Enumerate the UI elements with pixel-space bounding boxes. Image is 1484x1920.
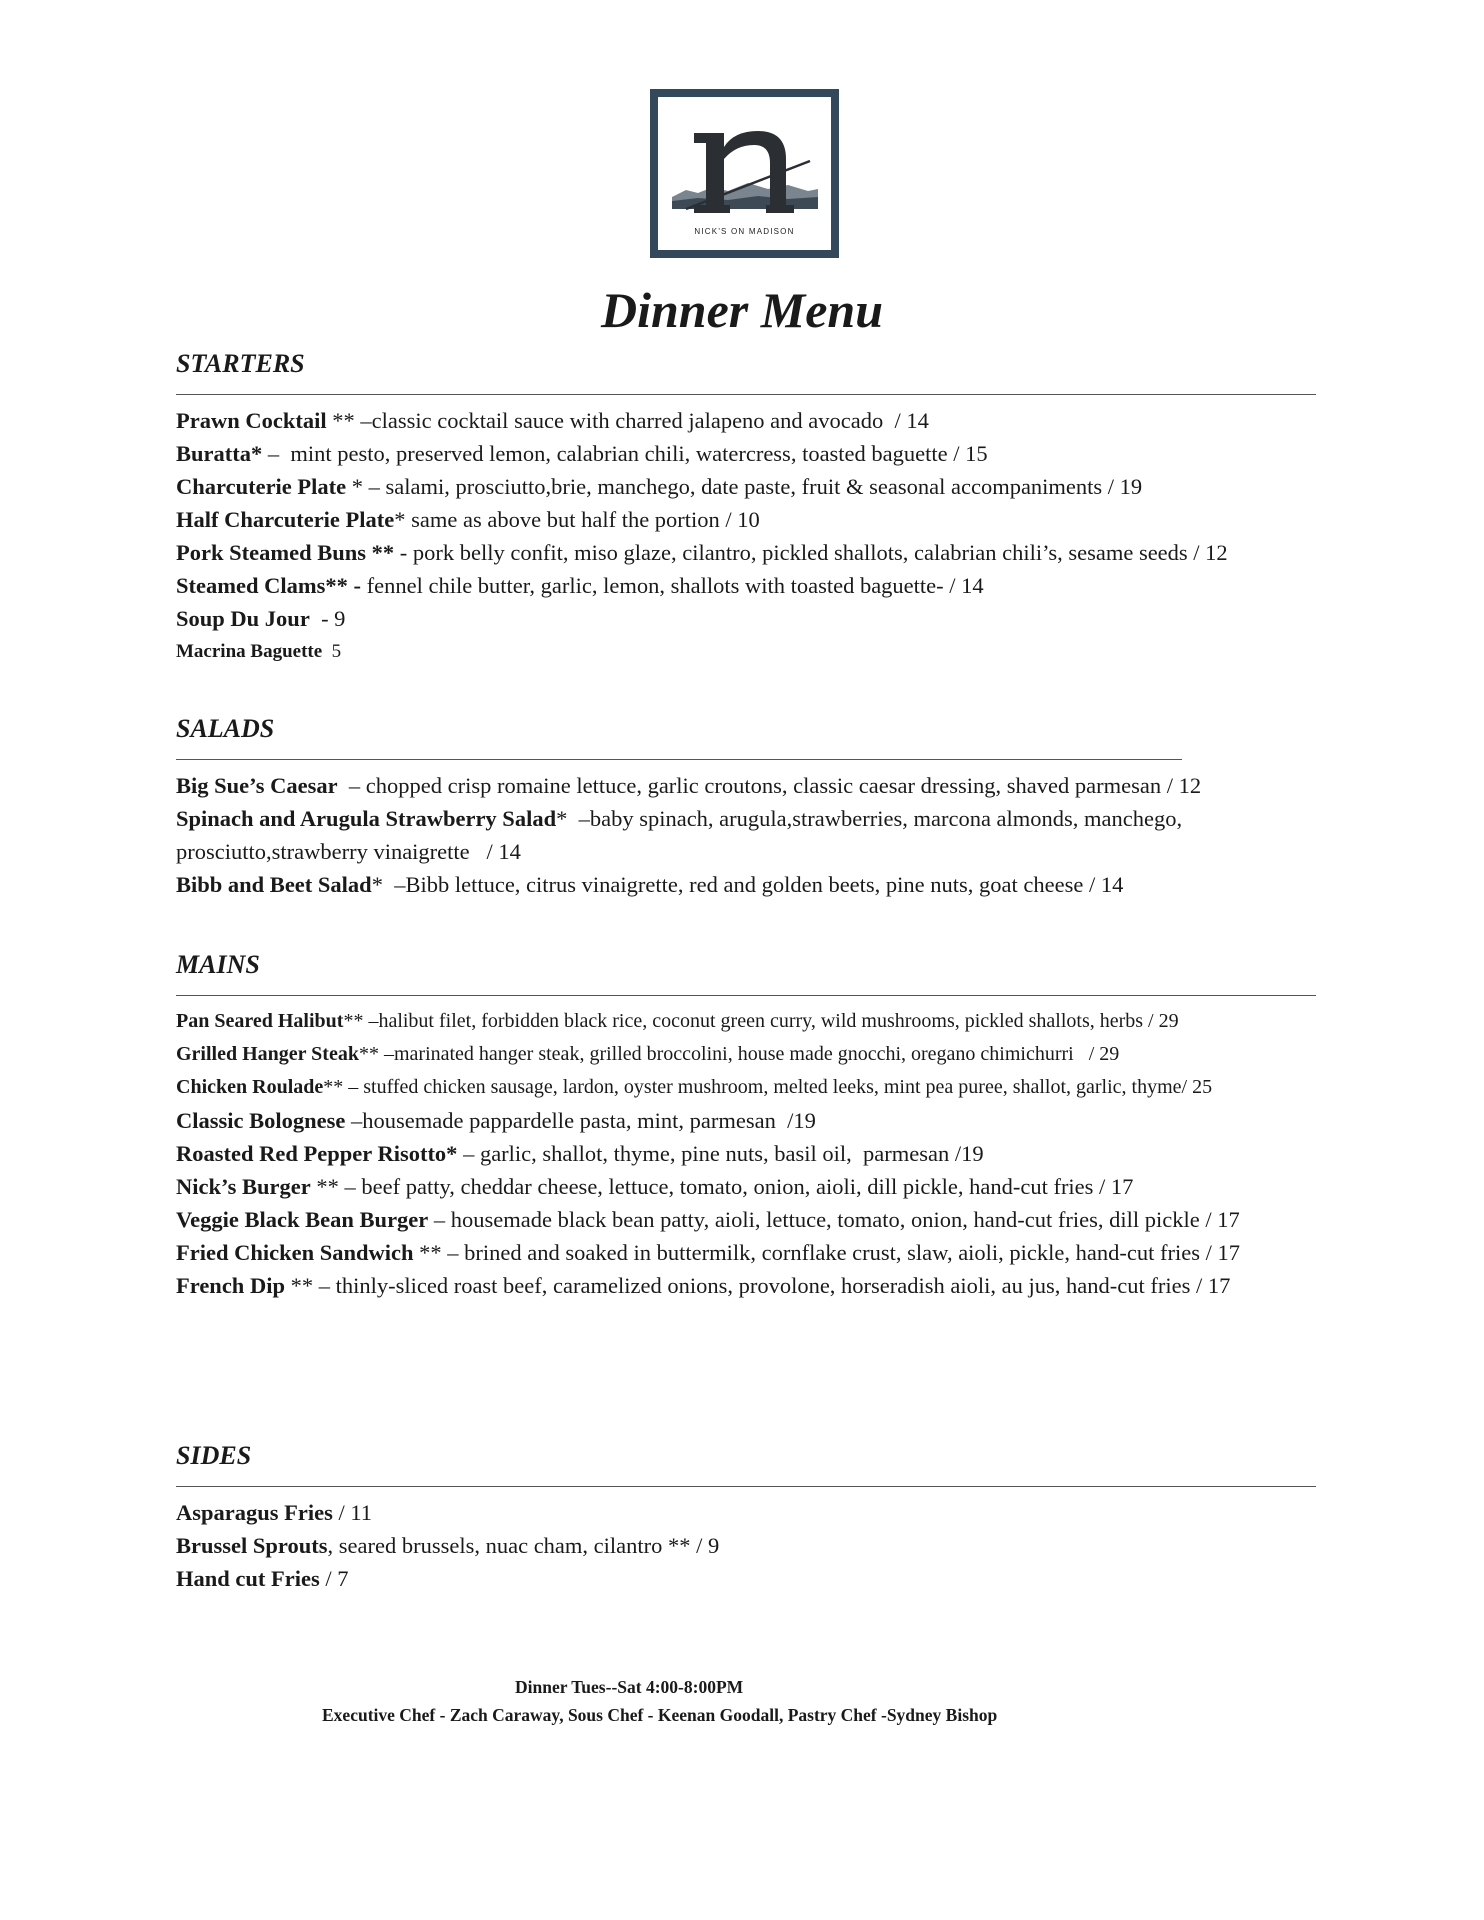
item-description: ** – stuffed chicken sausage, lardon, oyster mushroom, melted leeks, mint pea puree, shallot, garlic, thyme/ 25	[323, 1076, 1213, 1098]
item-description: – garlic, shallot, thyme, pine nuts, basil oil, parmesan /19	[457, 1141, 984, 1166]
item-name: Big Sue’s Caesar	[176, 773, 338, 798]
menu-item	[176, 1203, 1316, 1236]
starters-list	[176, 404, 1316, 668]
item-description: – chopped crisp romaine lettuce, garlic croutons, classic caesar dressing, shaved parmesan / 12	[337, 773, 1202, 798]
menu-item	[176, 1529, 1316, 1562]
item-name: Buratta*	[176, 441, 263, 466]
item-description: ** – brined and soaked in buttermilk, cornflake crust, slaw, aioli, pickle, hand-cut fries / 17	[413, 1240, 1240, 1265]
item-description: * same as above but half the portion / 10	[394, 507, 760, 532]
item-name: Bibb and Beet Salad	[176, 872, 372, 897]
menu-item	[176, 1170, 1316, 1203]
menu-item	[176, 503, 1316, 536]
item-name: Prawn Cocktail	[176, 408, 327, 433]
item-description: fennel chile butter, garlic, lemon, shallots with toasted baguette- / 14	[360, 573, 984, 598]
menu-item	[176, 1137, 1316, 1170]
sides-list	[176, 1496, 1316, 1595]
item-description: – housemade black bean patty, aioli, lettuce, tomato, onion, hand-cut fries, dill pickle / 17	[428, 1207, 1240, 1232]
section-divider	[176, 995, 1316, 996]
section-title: MAINS	[176, 950, 260, 979]
item-description: – mint pesto, preserved lemon, calabrian chili, watercress, toasted baguette / 15	[262, 441, 988, 466]
logo-frame	[656, 95, 833, 252]
section-divider	[176, 394, 1316, 395]
item-description: * –baby spinach, arugula,strawberries, marcona almonds, manchego, prosciutto,strawberry vinaigrette / 14	[176, 806, 1188, 864]
item-name: Spinach and Arugula Strawberry Salad	[176, 806, 557, 831]
menu-item	[176, 868, 1316, 901]
menu-item	[176, 635, 1316, 668]
menu-item	[176, 769, 1316, 802]
item-description: ** –marinated hanger steak, grilled broccolini, house made gnocchi, oregano chimichurri / 29	[358, 1043, 1120, 1065]
item-name: Charcuterie Plate	[176, 474, 347, 499]
item-name: Brussel Sprouts	[176, 1533, 328, 1558]
page-title: Dinner Menu	[600, 282, 884, 338]
menu-item	[176, 1005, 1316, 1038]
item-name: Nick’s Burger	[176, 1174, 311, 1199]
section-divider	[176, 1486, 1316, 1487]
item-description: - 9	[309, 606, 346, 631]
menu-item	[176, 470, 1316, 503]
section-mains	[176, 949, 1316, 1302]
section-starters	[176, 348, 1316, 668]
item-name: Roasted Red Pepper Risotto*	[176, 1141, 458, 1166]
item-description: ** – beef patty, cheddar cheese, lettuce, tomato, onion, aioli, dill pickle, hand-cut fries / 17	[310, 1174, 1134, 1199]
item-name: Chicken Roulade	[176, 1076, 324, 1098]
item-name: French Dip	[176, 1273, 285, 1298]
menu-item	[176, 1038, 1316, 1071]
item-description: ** – thinly-sliced roast beef, caramelized onions, provolone, horseradish aioli, au jus, hand-cut fries / 17	[284, 1273, 1231, 1298]
menu-item	[176, 404, 1316, 437]
menu-item	[176, 802, 1316, 868]
item-name: Veggie Black Bean Burger	[176, 1207, 429, 1232]
item-name: Macrina Baguette	[176, 641, 323, 662]
restaurant-logo	[650, 89, 839, 258]
salads-list	[176, 769, 1316, 901]
item-name: Grilled Hanger Steak	[176, 1043, 359, 1065]
section-salads	[176, 713, 1316, 901]
section-divider	[176, 759, 1182, 760]
mains-list	[176, 1005, 1316, 1302]
logo-caption: NICK'S ON MADISON	[694, 227, 795, 236]
item-name: Hand cut Fries	[176, 1566, 320, 1591]
menu-item	[176, 602, 1316, 635]
item-name: Soup Du Jour	[176, 606, 310, 631]
item-name: Pork Steamed Buns **	[176, 540, 395, 565]
menu-item	[176, 1269, 1316, 1302]
menu-item	[176, 536, 1316, 569]
section-title: SIDES	[176, 1441, 252, 1470]
item-name: Steamed Clams** -	[176, 573, 361, 598]
menu-item	[176, 569, 1316, 602]
item-name: Classic Bolognese	[176, 1108, 346, 1133]
item-description: * –Bibb lettuce, citrus vinaigrette, red and golden beets, pine nuts, goat cheese / 14	[371, 872, 1124, 897]
menu-item	[176, 1496, 1316, 1529]
section-title: SALADS	[176, 714, 275, 743]
item-description: –housemade pappardelle pasta, mint, parmesan /19	[345, 1108, 816, 1133]
chef-credits: Executive Chef - Zach Caraway, Sous Chef - Keenan Goodall, Pastry Chef -Sydney Bishop	[322, 1705, 998, 1725]
item-description: , seared brussels, nuac cham, cilantro ** / 9	[327, 1533, 720, 1558]
item-description: ** –classic cocktail sauce with charred jalapeno and avocado / 14	[326, 408, 929, 433]
menu-item	[176, 437, 1316, 470]
item-description: 5	[322, 641, 342, 662]
item-description: ** –halibut filet, forbidden black rice, coconut green curry, wild mushrooms, pickled shallots, herbs / 29	[343, 1010, 1179, 1032]
item-description: - pork belly confit, miso glaze, cilantro, pickled shallots, calabrian chili’s, sesame seeds / 12	[394, 540, 1228, 565]
item-name: Asparagus Fries	[176, 1500, 333, 1525]
item-description: / 11	[332, 1500, 373, 1525]
item-description: * – salami, prosciutto,brie, manchego, date paste, fruit & seasonal accompaniments / 19	[346, 474, 1143, 499]
menu-item	[176, 1071, 1316, 1104]
section-title: STARTERS	[176, 349, 305, 378]
menu-item	[176, 1562, 1316, 1595]
item-name: Fried Chicken Sandwich	[176, 1240, 414, 1265]
section-sides	[176, 1440, 1316, 1595]
item-name: Pan Seared Halibut	[176, 1010, 344, 1032]
menu-item	[176, 1104, 1316, 1137]
menu-item	[176, 1236, 1316, 1269]
dinner-hours: Dinner Tues--Sat 4:00-8:00PM	[515, 1677, 744, 1697]
item-name: Half Charcuterie Plate	[176, 507, 395, 532]
item-description: / 7	[319, 1566, 349, 1591]
